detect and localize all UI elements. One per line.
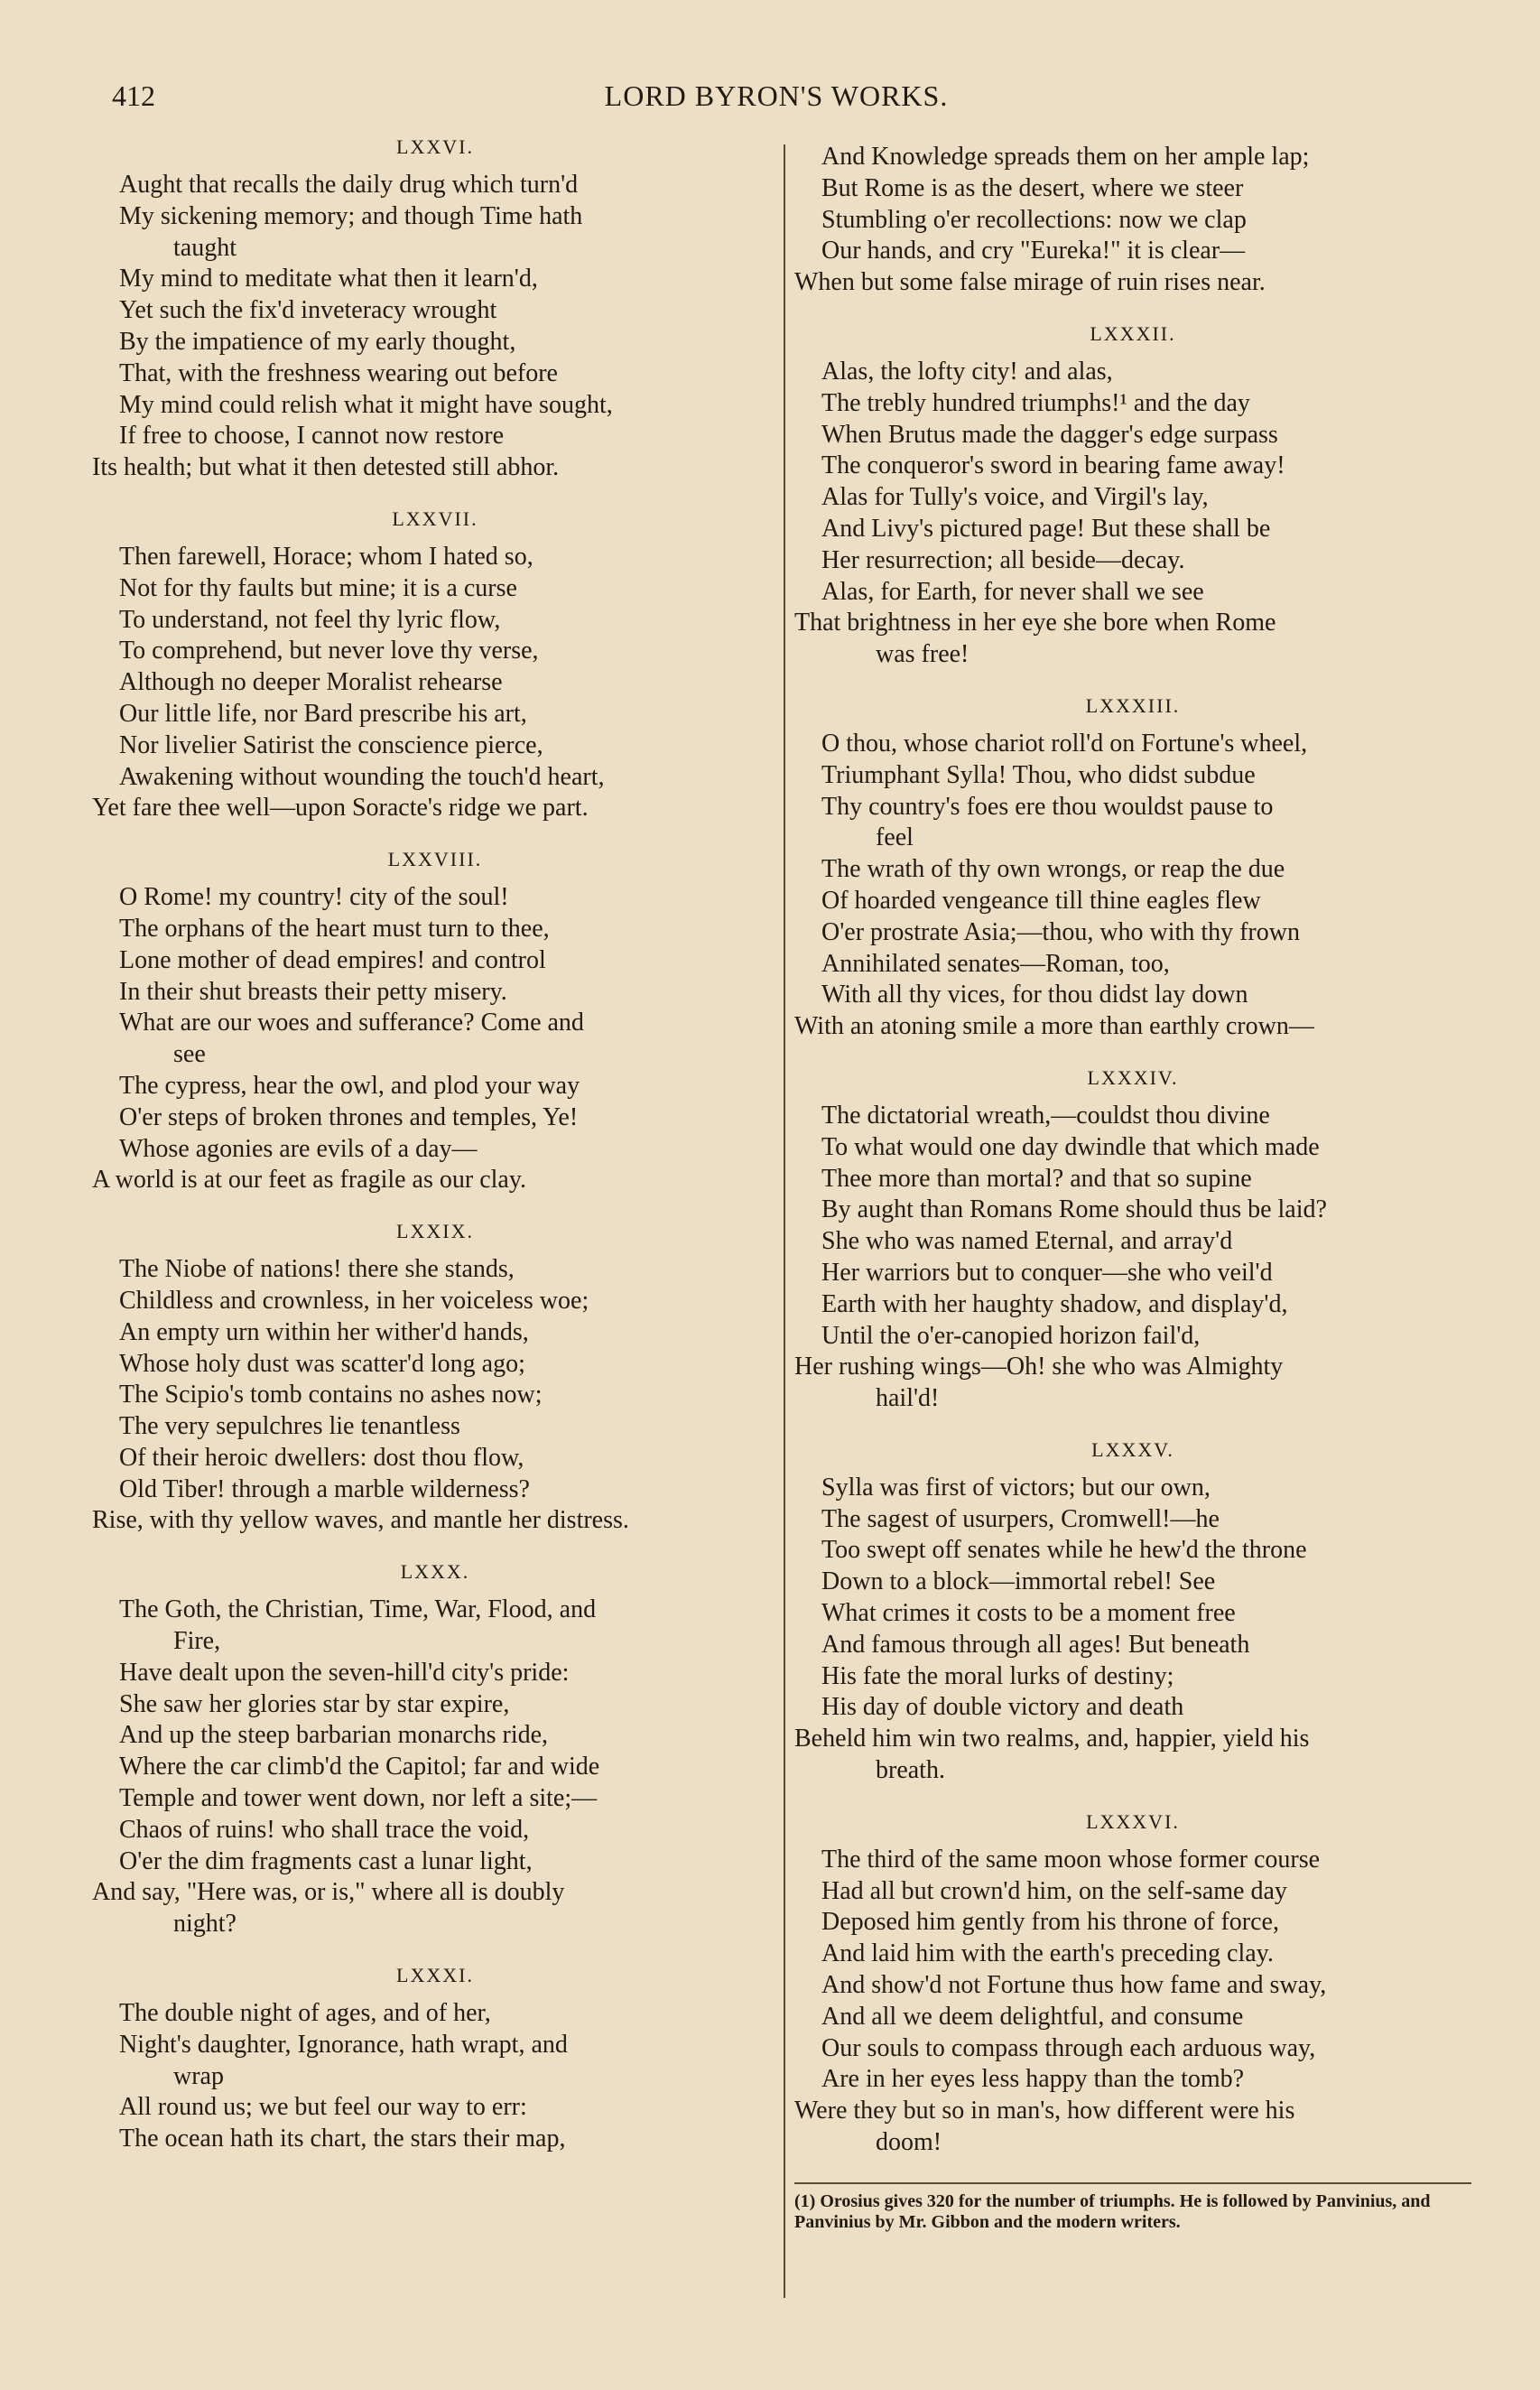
stanza [92, 507, 778, 824]
verse-line: To understand, not feel thy lyric flow, [119, 605, 501, 634]
column-divider [784, 144, 785, 2298]
verse-line: And show'd not Fortune thus how fame and sway, [821, 1971, 1327, 2000]
verse-line: Beheld him win two realms, and, happier, yield his [794, 1725, 1310, 1753]
verse-line: The ocean hath its chart, the stars their map, [119, 2125, 566, 2153]
verse-line: She saw her glories star by star expire, [119, 1689, 510, 1718]
running-head: LORD BYRON'S WORKS. [604, 79, 949, 112]
stanza-number: LXXVI. [396, 135, 474, 158]
verse-line: Rise, with thy yellow waves, and mantle her distress. [92, 1506, 629, 1535]
verse-line: All round us; we but feel our way to err: [119, 2093, 527, 2122]
verse-line: What crimes it costs to be a moment free [821, 1599, 1236, 1628]
verse-line: Of their heroic dwellers: dost thou flow, [119, 1443, 524, 1472]
verse-line: The Niobe of nations! there she stands, [119, 1255, 515, 1284]
verse-line: Awakening without wounding the touch'd heart, [119, 762, 605, 791]
stanza-number: LXXIX. [396, 1220, 474, 1243]
stanza [794, 1438, 1471, 1787]
verse-line: And Knowledge spreads them on her ample lap; [821, 143, 1310, 171]
verse-line: Alas, for Earth, for never shall we see [821, 577, 1204, 606]
verse-line: Nor livelier Satirist the conscience pierce, [119, 730, 543, 759]
verse-line: My mind could relish what it might have sought, [119, 390, 613, 419]
verse-line: And laid him with the earth's preceding clay. [821, 1939, 1274, 1968]
verse-line: Alas for Tully's voice, and Virgil's lay, [821, 483, 1209, 512]
verse-line: My mind to meditate what then it learn'd, [119, 265, 538, 293]
right-column-stanzas [794, 142, 1471, 2159]
verse-line: The orphans of the heart must turn to thee, [119, 914, 550, 943]
verse-line: O'er the dim fragments cast a lunar light, [119, 1846, 533, 1875]
verse-line: taught [173, 233, 237, 262]
verse-line: My sickening memory; and though Time hath [119, 201, 583, 230]
verse-line: When but some false mirage of ruin rises near. [794, 268, 1266, 297]
stanza-number: LXXXI. [396, 1964, 474, 1987]
stanza [794, 142, 1471, 299]
verse-line: The cypress, hear the owl, and plod your way [119, 1071, 580, 1100]
verse-line: Her resurrection; all beside—decay. [821, 545, 1185, 574]
verse-line: Whose holy dust was scatter'd long ago; [119, 1349, 525, 1378]
verse-line: Earth with her haughty shadow, and display'd, [821, 1289, 1288, 1318]
stanza [92, 1964, 778, 2155]
verse-line: The third of the same moon whose former course [821, 1845, 1321, 1874]
verse-line: When Brutus made the dagger's edge surpass [821, 420, 1278, 449]
verse-line: The Goth, the Christian, Time, War, Flood, and [119, 1595, 597, 1624]
verse-line: breath. [876, 1756, 945, 1785]
stanza [92, 1220, 778, 1537]
verse-line: But Rome is as the desert, where we steer [821, 173, 1244, 202]
stanza [92, 135, 778, 484]
footnote-rule [794, 2182, 1471, 2184]
verse-line: night? [173, 1910, 237, 1939]
verse-line: In their shut breasts their petty misery. [119, 977, 507, 1006]
verse-line: Yet such the fix'd inveteracy wrought [119, 296, 497, 325]
verse-line: And up the steep barbarian monarchs ride, [119, 1721, 549, 1750]
verse-line: Thee more than mortal? and that so supine [821, 1164, 1252, 1193]
verse-line: Deposed him gently from his throne of force, [821, 1908, 1279, 1937]
verse-line: Triumphant Sylla! Thou, who didst subdue [821, 760, 1256, 789]
verse-line: To what would one day dwindle that which made [821, 1132, 1320, 1161]
stanza-number: LXXX. [400, 1560, 470, 1584]
verse-line: His fate the moral lurks of destiny; [821, 1661, 1174, 1690]
stanza-number: LXXVII. [392, 507, 478, 530]
verse-line: Its health; but what it then detested still abhor. [92, 453, 560, 482]
verse-line: If free to choose, I cannot now restore [119, 422, 505, 451]
verse-line: With an atoning smile a more than earthly crown— [794, 1012, 1314, 1041]
verse-line: Our little life, nor Bard prescribe his art, [119, 699, 527, 728]
verse-line: The trebly hundred triumphs!¹ and the day [821, 388, 1250, 417]
verse-line: Childless and crownless, in her voiceless woe; [119, 1286, 589, 1315]
verse-line: Although no deeper Moralist rehearse [119, 668, 503, 697]
verse-line: By aught than Romans Rome should thus be laid? [821, 1195, 1327, 1224]
verse-line: Our souls to compass through each arduous way, [821, 2033, 1316, 2062]
verse-line: Sylla was first of victors; but our own, [821, 1473, 1211, 1502]
stanza [92, 848, 778, 1196]
verse-line: Our hands, and cry "Eureka!" it is clear— [821, 237, 1246, 265]
verse-line: And say, "Here was, or is," where all is doubly [92, 1878, 565, 1907]
stanza-number: LXXXVI. [1086, 1809, 1180, 1833]
verse-line: O thou, whose chariot roll'd on Fortune's wheel, [821, 729, 1308, 758]
verse-line: The Scipio's tomb contains no ashes now; [119, 1381, 543, 1409]
footnote: (1) Orosius gives 320 for the number of triumphs. He is followed by Panvinius, and Panvinius by Mr. Gibbon and the modern writers. [794, 2190, 1431, 2232]
verse-line: Whose agonies are evils of a day— [119, 1134, 478, 1163]
verse-line: O'er steps of broken thrones and temples, Ye! [119, 1102, 579, 1131]
verse-line: By the impatience of my early thought, [119, 327, 516, 356]
page-header [0, 79, 1540, 119]
verse-line: Old Tiber! through a marble wilderness? [119, 1474, 530, 1503]
verse-line: Stumbling o'er recollections: now we clap [821, 205, 1247, 234]
verse-line: That brightness in her eye she bore when Rome [794, 609, 1276, 637]
right-column [794, 142, 1471, 2233]
verse-line: That, with the freshness wearing out before [119, 358, 558, 387]
verse-line: Had all but crown'd him, on the self-same day [821, 1876, 1287, 1905]
verse-line: Lone mother of dead empires! and control [119, 945, 546, 974]
stanza-number: LXXXIII. [1085, 693, 1181, 717]
stanza [794, 694, 1471, 1043]
verse-line: Were they but so in man's, how different were his [794, 2097, 1295, 2125]
verse-line: Too swept off senates while he hew'd the throne [821, 1536, 1307, 1565]
verse-line: Chaos of ruins! who shall trace the void, [119, 1815, 530, 1844]
verse-line: Aught that recalls the daily drug which turn'd [119, 171, 579, 199]
verse-line: She who was named Eternal, and array'd [821, 1227, 1233, 1256]
stanza-number: LXXXII. [1090, 321, 1176, 345]
page-number: 412 [112, 79, 155, 112]
verse-line: was free! [876, 640, 969, 669]
verse-line: The very sepulchres lie tenantless [119, 1412, 460, 1441]
verse-line: And famous through all ages! But beneath [821, 1630, 1250, 1659]
verse-line: O Rome! my country! city of the soul! [119, 883, 509, 912]
verse-line: His day of double victory and death [821, 1693, 1184, 1722]
verse-line: With all thy vices, for thou didst lay down [821, 981, 1248, 1009]
verse-line: Down to a block—immortal rebel! See [821, 1567, 1216, 1596]
stanza-number: LXXXIV. [1087, 1065, 1179, 1089]
verse-line: Have dealt upon the seven-hill'd city's pride: [119, 1658, 570, 1687]
verse-line: Where the car climb'd the Capitol; far and wide [119, 1753, 600, 1781]
verse-line: What are our woes and sufferance? Come and [119, 1009, 584, 1037]
stanza [92, 1560, 778, 1940]
verse-line: The dictatorial wreath,—couldst thou divine [821, 1101, 1270, 1130]
verse-line: doom! [876, 2128, 942, 2157]
verse-line: Fire, [173, 1627, 221, 1656]
stanza [794, 1066, 1471, 1415]
stanza [794, 1810, 1471, 2159]
verse-line: The double night of ages, and of her, [119, 1999, 491, 2028]
verse-line: The wrath of thy own wrongs, or reap the due [821, 855, 1285, 884]
verse-line: see [173, 1040, 206, 1069]
verse-line: O'er prostrate Asia;—thou, who with thy frown [821, 917, 1300, 946]
verse-line: Are in her eyes less happy than the tomb? [821, 2065, 1245, 2094]
verse-line: To comprehend, but never love thy verse, [119, 637, 539, 665]
verse-line: A world is at our feet as fragile as our clay. [92, 1166, 527, 1195]
verse-line: And Livy's pictured page! But these shall be [821, 514, 1271, 543]
stanza-number: LXXVIII. [387, 848, 483, 871]
verse-line: feel [876, 823, 914, 852]
stanza-number: LXXXV. [1091, 1437, 1174, 1461]
left-column [92, 135, 778, 2179]
verse-line: Alas, the lofty city! and alas, [821, 357, 1113, 386]
verse-line: The conqueror's sword in bearing fame away! [821, 451, 1285, 480]
verse-line: Her warriors but to conquer—she who veil'd [821, 1258, 1273, 1287]
verse-line: Annihilated senates—Roman, too, [821, 949, 1170, 978]
verse-line: Temple and tower went down, nor left a site;— [119, 1784, 598, 1813]
verse-line: And all we deem delightful, and consume [821, 2002, 1244, 2031]
verse-line: Thy country's foes ere thou wouldst pause to [821, 792, 1274, 821]
verse-line: hail'd! [876, 1384, 940, 1413]
verse-line: wrap [173, 2061, 224, 2090]
verse-line: Night's daughter, Ignorance, hath wrapt, and [119, 2030, 568, 2059]
stanza [794, 322, 1471, 671]
verse-line: Yet fare thee well—upon Soracte's ridge we part. [92, 794, 589, 823]
verse-line: Of hoarded vengeance till thine eagles flew [821, 886, 1261, 915]
verse-line: Her rushing wings—Oh! she who was Almighty [794, 1353, 1284, 1381]
verse-line: Not for thy faults but mine; it is a curse [119, 573, 517, 602]
verse-line: The sagest of usurpers, Cromwell!—he [821, 1504, 1220, 1533]
verse-line: An empty urn within her wither'd hands, [119, 1317, 529, 1346]
verse-line: Until the o'er-canopied horizon fail'd, [821, 1321, 1201, 1350]
verse-line: Then farewell, Horace; whom I hated so, [119, 542, 533, 571]
